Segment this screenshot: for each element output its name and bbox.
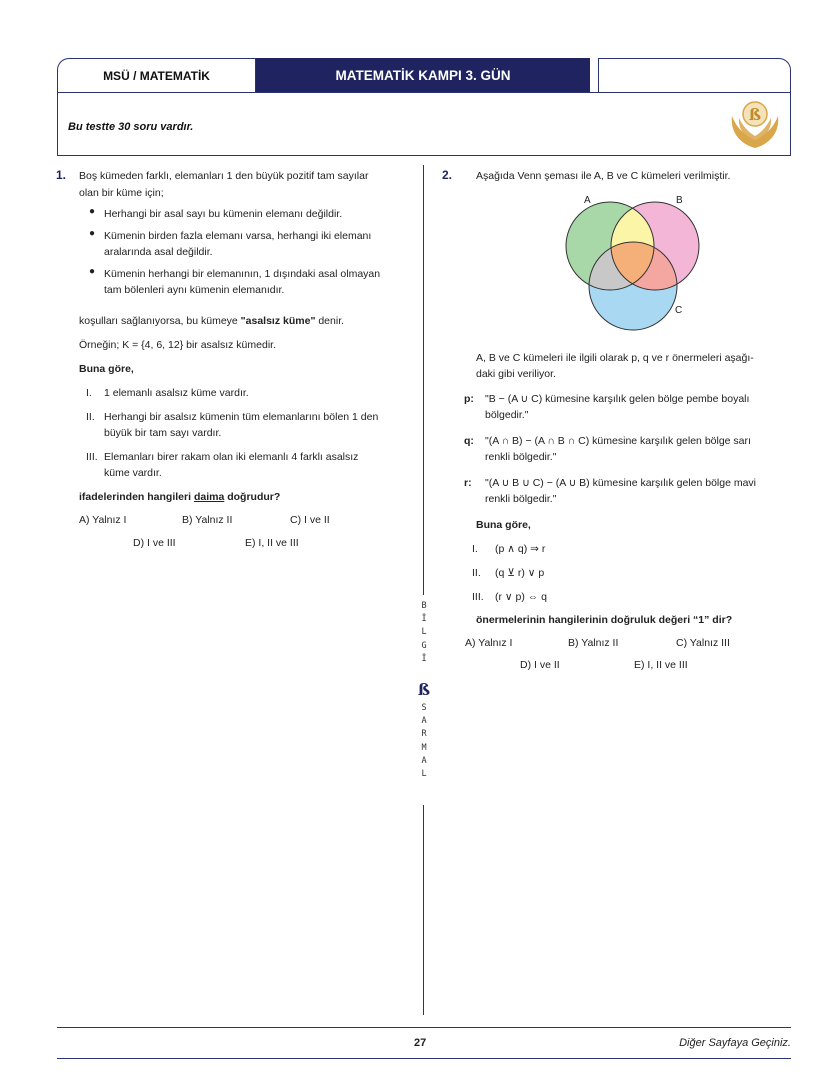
venn-label-c: C bbox=[675, 305, 683, 316]
venn-label-a: A bbox=[584, 195, 591, 206]
q1-bullet-3-line2: tam bölenleri aynı kümenin elemanıdır. bbox=[104, 284, 285, 296]
q2-item-2: (q ⊻ r) ∨ p bbox=[495, 567, 545, 579]
test-info: Bu testte 30 soru vardır. bbox=[68, 121, 194, 133]
q1-option-a[interactable]: A) Yalnız I bbox=[79, 514, 127, 526]
q1-item-number: I. bbox=[86, 387, 92, 399]
q2-option-a[interactable]: A) Yalnız I bbox=[465, 637, 513, 649]
q1-bullet-2-line2: aralarında asal değildir. bbox=[104, 246, 213, 258]
q2-prop-p-line2: bölgedir." bbox=[485, 409, 529, 421]
q2-item-number: I. bbox=[472, 543, 478, 555]
footer-rule bbox=[57, 1058, 791, 1059]
q1-option-c[interactable]: C) I ve II bbox=[290, 514, 330, 526]
q2-item-number: II. bbox=[472, 567, 481, 579]
side-text-sarmal: S A R M A L bbox=[421, 703, 427, 780]
q2-desc-line2: daki gibi veriliyor. bbox=[476, 368, 556, 380]
bullet-icon: ● bbox=[89, 228, 96, 239]
q1-item-number: III. bbox=[86, 451, 98, 463]
q1-item-3-line2: küme vardır. bbox=[104, 467, 162, 479]
q2-prop-p-line1: "B − (A ∪ C) kümesine karşılık gelen bölge pembe boyalı bbox=[485, 393, 750, 405]
footer-rule bbox=[57, 1027, 791, 1028]
q1-option-e[interactable]: E) I, II ve III bbox=[245, 537, 299, 549]
q1-intro-line2: olan bir küme için; bbox=[79, 187, 164, 199]
q2-item-number: III. bbox=[472, 591, 484, 603]
q2-option-e[interactable]: E) I, II ve III bbox=[634, 659, 688, 671]
q2-prop-r-line2: renkli bölgedir." bbox=[485, 493, 557, 505]
q1-bullet-2-line1: Kümenin birden fazla elemanı varsa, herhangi iki elemanı bbox=[104, 230, 372, 242]
publisher-logo-icon bbox=[726, 96, 784, 152]
q2-desc-line1: A, B ve C kümeleri ile ilgili olarak p, q ve r önermeleri aşağı- bbox=[476, 352, 754, 364]
column-divider bbox=[423, 165, 424, 595]
q2-question: önermelerinin hangilerinin doğruluk değeri “1” dir? bbox=[476, 614, 733, 626]
q1-item-number: II. bbox=[86, 411, 95, 423]
next-page-note: Diğer Sayfaya Geçiniz. bbox=[679, 1037, 791, 1049]
bullet-icon: ● bbox=[89, 206, 96, 217]
q2-prop-key: q: bbox=[464, 435, 474, 447]
question-2-number: 2. bbox=[442, 168, 453, 182]
brand-mark-icon bbox=[416, 680, 432, 698]
side-text-bilgi: B İ L G İ bbox=[421, 601, 427, 664]
q2-prop-q-line1: "(A ∩ B) − (A ∩ B ∩ C) kümesine karşılık gelen bölge sarı bbox=[485, 435, 751, 447]
q1-item-2-line1: Herhangi bir asalsız kümenin tüm elemanlarını bölen 1 den bbox=[104, 411, 379, 423]
q1-intro-line1: Boş kümeden farklı, elemanları 1 den büyük pozitif tam sayılar bbox=[79, 170, 369, 182]
q1-item-2-line2: büyük bir tam sayı vardır. bbox=[104, 427, 222, 439]
q1-question: ifadelerinden hangileri daima doğrudur? bbox=[79, 491, 281, 503]
q2-buna-gore: Buna göre, bbox=[476, 519, 531, 531]
q1-example: Örneğin; K = {4, 6, 12} bir asalsız kümedir. bbox=[79, 339, 276, 351]
q2-item-3: (r ∨ p) ⇔ q bbox=[495, 591, 548, 603]
question-1-number: 1. bbox=[56, 168, 67, 182]
header-right-box bbox=[598, 58, 791, 92]
q2-prop-key: r: bbox=[464, 477, 472, 489]
q1-item-1: 1 elemanlı asalsız küme vardır. bbox=[104, 387, 249, 399]
q2-prop-q-line2: renkli bölgedir." bbox=[485, 451, 557, 463]
header-subject: MSÜ / MATEMATİK bbox=[57, 58, 256, 92]
q1-option-d[interactable]: D) I ve III bbox=[133, 537, 176, 549]
q2-option-d[interactable]: D) I ve II bbox=[520, 659, 560, 671]
bullet-icon: ● bbox=[89, 266, 96, 277]
q1-bullet-3-line1: Kümenin herhangi bir elemanının, 1 dışındaki asal olmayan bbox=[104, 268, 381, 280]
venn-label-b: B bbox=[676, 195, 683, 206]
q1-definition: koşulları sağlanıyorsa, bu kümeye "asalsız küme" denir. bbox=[79, 315, 345, 327]
header-title: MATEMATİK KAMPI 3. GÜN bbox=[256, 58, 590, 92]
svg-text:ß: ß bbox=[748, 105, 762, 124]
q2-intro: Aşağıda Venn şeması ile A, B ve C kümeleri verilmiştir. bbox=[476, 170, 731, 182]
q2-prop-r-line1: "(A ∪ B ∪ C) − (A ∪ B) kümesine karşılık gelen bölge mavi bbox=[485, 477, 757, 489]
q1-option-b[interactable]: B) Yalnız II bbox=[182, 514, 233, 526]
q2-item-1: (p ∧ q) ⇒ r bbox=[495, 543, 546, 555]
venn-diagram bbox=[560, 192, 710, 334]
q1-bullet-1: Herhangi bir asal sayı bu kümenin elemanı değildir. bbox=[104, 208, 343, 220]
q2-option-b[interactable]: B) Yalnız II bbox=[568, 637, 619, 649]
q2-option-c[interactable]: C) Yalnız III bbox=[676, 637, 730, 649]
q1-item-3-line1: Elemanları birer rakam olan iki elemanlı 4 farklı asalsız bbox=[104, 451, 359, 463]
page-number: 27 bbox=[414, 1037, 427, 1049]
q1-buna-gore: Buna göre, bbox=[79, 363, 134, 375]
q2-prop-key: p: bbox=[464, 393, 474, 405]
column-divider bbox=[423, 805, 424, 1015]
svg-text:ß: ß bbox=[417, 680, 431, 698]
